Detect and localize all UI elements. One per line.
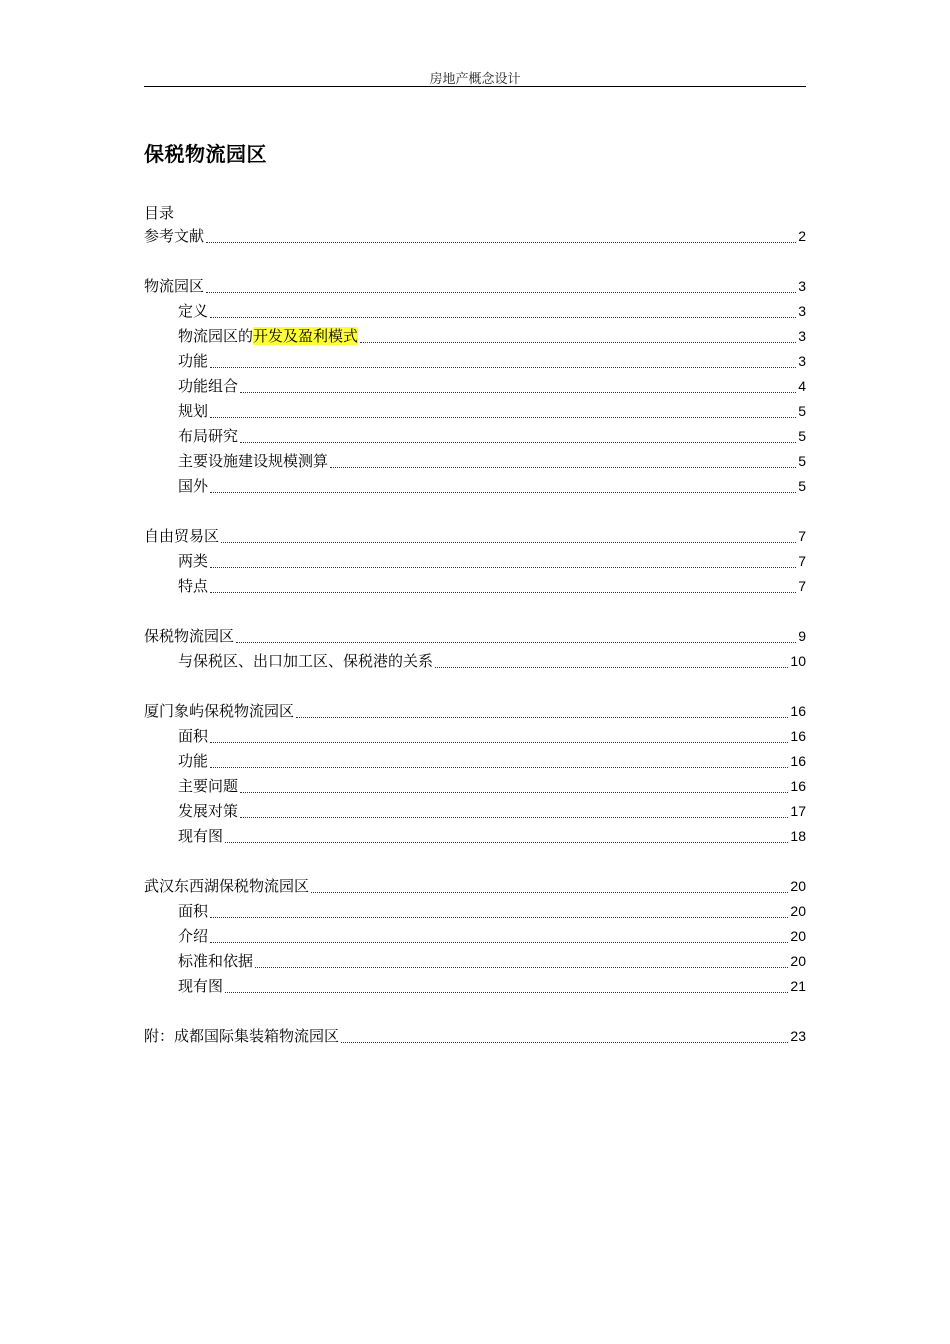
toc-entry-label: 功能 (178, 752, 209, 770)
toc-page-number: 16 (790, 728, 806, 744)
toc-entry[interactable] (144, 624, 806, 649)
dot-leader (210, 567, 796, 568)
dot-leader (206, 292, 796, 293)
toc-page-number: 23 (790, 1028, 806, 1044)
toc-page-number: 20 (790, 953, 806, 969)
dot-leader (210, 317, 796, 318)
dot-leader (236, 642, 796, 643)
toc-entry[interactable] (178, 424, 806, 449)
dot-leader (255, 967, 788, 968)
toc-entry-label: 功能组合 (178, 377, 239, 395)
toc-entry-label: 物流园区 (144, 277, 205, 295)
dot-leader (210, 492, 796, 493)
toc-entry[interactable] (178, 649, 806, 674)
dot-leader (210, 742, 788, 743)
toc-entry-label: 附：成都国际集装箱物流园区 (144, 1027, 340, 1045)
toc-entry[interactable] (178, 749, 806, 774)
toc-entry[interactable] (178, 949, 806, 974)
toc-entry[interactable] (178, 974, 806, 999)
dot-leader (206, 242, 796, 243)
toc-entry-label: 两类 (178, 552, 209, 570)
toc-entry-label: 发展对策 (178, 802, 239, 820)
toc-entry[interactable] (178, 299, 806, 324)
toc-entry-label: 武汉东西湖保税物流园区 (144, 877, 310, 895)
dot-leader (225, 992, 788, 993)
toc-entry[interactable] (178, 349, 806, 374)
toc-entry[interactable] (144, 524, 806, 549)
toc-entry[interactable] (144, 1024, 806, 1049)
toc-entry-label: 规划 (178, 402, 209, 420)
toc-entry[interactable] (144, 699, 806, 724)
toc-entry[interactable] (178, 549, 806, 574)
dot-leader (240, 392, 796, 393)
dot-leader (435, 667, 788, 668)
toc-page-number: 21 (790, 978, 806, 994)
toc-page-number: 3 (798, 278, 806, 294)
toc-entry-label: 定义 (178, 302, 209, 320)
toc-page-number: 2 (798, 228, 806, 244)
dot-leader (210, 592, 796, 593)
dot-leader (360, 342, 796, 343)
toc-entry[interactable] (144, 874, 806, 899)
toc-entry-label: 保税物流园区 (144, 627, 235, 645)
toc-entry-label: 主要问题 (178, 777, 239, 795)
toc-entry[interactable] (178, 574, 806, 599)
toc-entry-label: 面积 (178, 902, 209, 920)
dot-leader (341, 1042, 788, 1043)
dot-leader (210, 942, 788, 943)
highlighted-text: 开发及盈利模式 (253, 327, 359, 345)
dot-leader (311, 892, 788, 893)
dot-leader (210, 767, 788, 768)
toc-entry-label: 参考文献 (144, 227, 205, 245)
dot-leader (330, 467, 796, 468)
toc-page-number: 7 (798, 553, 806, 569)
toc-entry-label: 面积 (178, 727, 209, 745)
toc-entry-label: 主要设施建设规模测算 (178, 452, 329, 470)
toc-entry-label: 功能 (178, 352, 209, 370)
header-divider (144, 86, 806, 87)
toc-page-number: 3 (798, 303, 806, 319)
toc-page-number: 5 (798, 453, 806, 469)
toc-page-number: 20 (790, 878, 806, 894)
toc-entry-label: 布局研究 (178, 427, 239, 445)
dot-leader (240, 442, 796, 443)
toc-page-number: 16 (790, 753, 806, 769)
document-title: 保税物流园区 (144, 142, 267, 166)
toc-entry[interactable] (178, 324, 806, 349)
running-header: 房地产概念设计 (429, 72, 521, 87)
toc-page-number: 9 (798, 628, 806, 644)
toc-page-number: 5 (798, 478, 806, 494)
toc-entry[interactable] (178, 724, 806, 749)
toc-entry[interactable] (178, 449, 806, 474)
toc-entry[interactable] (178, 774, 806, 799)
toc-page-number: 10 (790, 653, 806, 669)
toc-entry-label: 厦门象屿保税物流园区 (144, 702, 295, 720)
toc-page-number: 7 (798, 528, 806, 544)
toc-heading: 目录 (144, 204, 175, 222)
toc-page-number: 3 (798, 353, 806, 369)
toc-page-number: 7 (798, 578, 806, 594)
toc-page-number: 18 (790, 828, 806, 844)
toc-page-number: 16 (790, 703, 806, 719)
dot-leader (210, 367, 796, 368)
toc-page-number: 16 (790, 778, 806, 794)
toc-entry-label: 自由贸易区 (144, 527, 220, 545)
toc-entry-label: 介绍 (178, 927, 209, 945)
toc-entry-label: 特点 (178, 577, 209, 595)
toc-entry-label: 国外 (178, 477, 209, 495)
toc-page-number: 5 (798, 428, 806, 444)
dot-leader (210, 917, 788, 918)
toc-entry-label: 与保税区、出口加工区、保税港的关系 (178, 652, 434, 670)
dot-leader (210, 417, 796, 418)
toc-page-number: 3 (798, 328, 806, 344)
dot-leader (225, 842, 788, 843)
toc-entry[interactable] (178, 799, 806, 824)
toc-entry-label: 物流园区的开发及盈利模式 (178, 327, 359, 345)
toc-page-number: 17 (790, 803, 806, 819)
dot-leader (240, 817, 788, 818)
toc-entry[interactable] (178, 399, 806, 424)
dot-leader (240, 792, 788, 793)
toc-entry[interactable] (178, 899, 806, 924)
toc-entry-label: 现有图 (178, 977, 224, 995)
dot-leader (296, 717, 788, 718)
toc-entry[interactable] (144, 274, 806, 299)
toc-entry-label: 现有图 (178, 827, 224, 845)
toc-page-number: 20 (790, 928, 806, 944)
toc-entry[interactable] (144, 224, 806, 249)
toc-page-number: 20 (790, 903, 806, 919)
toc-entry[interactable] (178, 824, 806, 849)
toc-entry[interactable] (178, 924, 806, 949)
toc-entry[interactable] (178, 374, 806, 399)
dot-leader (221, 542, 796, 543)
toc-page-number: 4 (798, 378, 806, 394)
toc-page-number: 5 (798, 403, 806, 419)
toc-entry-label: 标准和依据 (178, 952, 254, 970)
toc-entry[interactable] (178, 474, 806, 499)
